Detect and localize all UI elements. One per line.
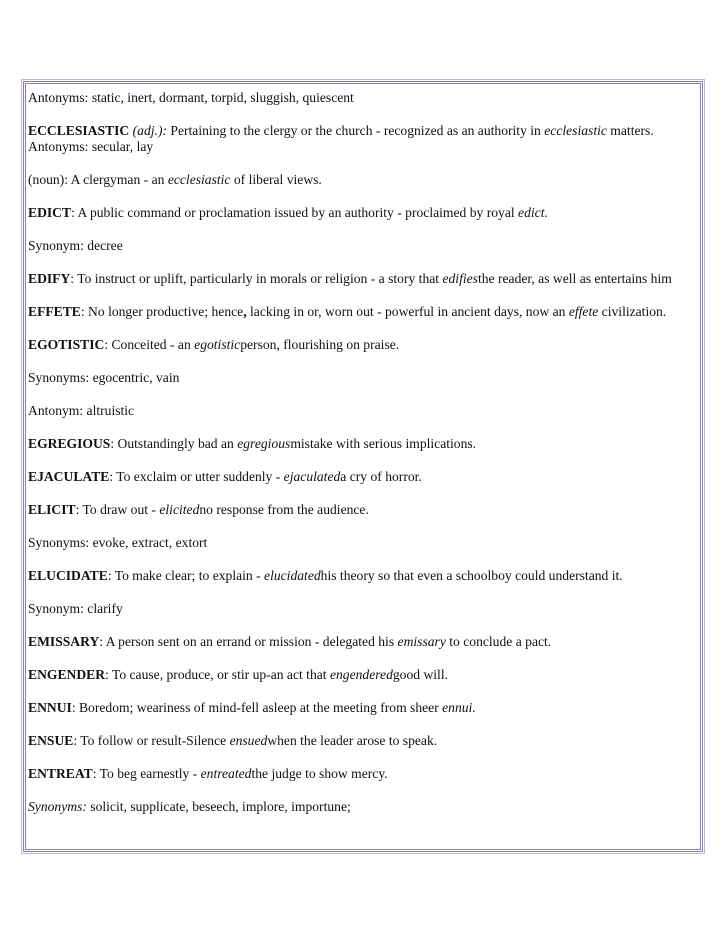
entry-text: : To make clear; to explain -: [107, 568, 265, 583]
entry-antonyms-static: [28, 90, 704, 106]
entry-headword: EJACULATE: [28, 469, 110, 484]
entry-text: civilization.: [598, 304, 667, 319]
entry-text: : To exclaim or utter suddenly -: [109, 469, 284, 484]
entry-text: : To cause, produce, or stir up-an act that: [105, 667, 330, 682]
entry-text: Antonyms: static, inert, dormant, torpid, sluggish, quiescent: [28, 90, 354, 105]
entry-egregious: [28, 436, 704, 452]
entry-italic-text: (adj.):: [132, 123, 168, 138]
entry-text: Synonyms: evoke, extract, extort: [28, 535, 208, 550]
entry-headword: ENTREAT: [28, 766, 93, 781]
entry-text: : To follow or result-Silence: [73, 733, 230, 748]
entry-text: mistake with serious implications.: [290, 436, 477, 451]
entry-text: Synonym: decree: [28, 238, 123, 253]
entry-synonyms-egocentric: [28, 370, 704, 386]
entry-italic-text: ecclesiastic: [544, 123, 607, 138]
entry-ejaculate: [28, 469, 704, 485]
entry-headword: ENSUE: [28, 733, 74, 748]
entry-text: Synonym: clarify: [28, 601, 123, 616]
entry-headword: EMISSARY: [28, 634, 100, 649]
entry-text: to conclude a pact.: [445, 634, 552, 649]
entry-text: : No longer productive; hence: [80, 304, 244, 319]
entry-synonym-decree: [28, 238, 704, 254]
entry-antonyms-secular: [28, 139, 704, 155]
entry-entreat: [28, 766, 704, 782]
entry-text: : To beg earnestly -: [92, 766, 201, 781]
entry-ensue: [28, 733, 704, 749]
entry-italic-text: egregious: [237, 436, 291, 451]
entry-headword: ELICIT: [28, 502, 76, 517]
entry-text: of liberal views.: [230, 172, 322, 187]
entry-synonym-clarify: [28, 601, 704, 617]
entry-headword: EDIFY: [28, 271, 71, 286]
entry-headword: ELUCIDATE: [28, 568, 108, 583]
entry-headword: EGOTISTIC: [28, 337, 105, 352]
entry-italic-text: Synonyms:: [28, 799, 87, 814]
entry-italic-text: elicited: [159, 502, 200, 517]
entry-italic-text: entreated: [200, 766, 252, 781]
entry-elicit: [28, 502, 704, 518]
entry-text: a cry of horror.: [340, 469, 422, 484]
entry-synonyms-evoke: [28, 535, 704, 551]
entry-emissary: [28, 634, 704, 650]
entry-ecclesiastic-noun: [28, 172, 704, 188]
entry-edify: [28, 271, 704, 287]
entry-antonym-altruistic: [28, 403, 704, 419]
entry-text: Synonyms: egocentric, vain: [28, 370, 180, 385]
entry-text: the reader, as well as entertains him: [477, 271, 672, 286]
entry-ecclesiastic-adj: [28, 123, 704, 139]
entry-text: no response from the audience.: [199, 502, 369, 517]
entry-text: person, flourishing on praise.: [240, 337, 400, 352]
entry-text: Antonyms: secular, lay: [28, 139, 154, 154]
entry-headword: ,: [243, 304, 247, 319]
entry-italic-text: edifies: [442, 271, 478, 286]
entry-text: : To draw out -: [75, 502, 160, 517]
entry-egotistic: [28, 337, 704, 353]
entry-ennui: [28, 700, 704, 716]
entry-text: good will.: [392, 667, 449, 682]
entry-text: matters.: [606, 123, 654, 138]
entry-italic-text: egotistic: [194, 337, 241, 352]
entry-text: : Conceited - an: [104, 337, 195, 352]
entry-edict: [28, 205, 704, 221]
entry-elucidate: [28, 568, 704, 584]
entry-text: when the leader arose to speak.: [267, 733, 438, 748]
entry-text: lacking in or, worn out - powerful in ancient days, now an: [246, 304, 569, 319]
entry-engender: [28, 667, 704, 683]
entry-text: the judge to show mercy.: [251, 766, 388, 781]
entry-text: : A public command or proclamation issued by an authority - proclaimed by royal: [71, 205, 519, 220]
entry-synonyms-solicit: [28, 799, 704, 815]
entry-italic-text: ensued: [229, 733, 268, 748]
entry-text: : To instruct or uplift, particularly in morals or religion - a story that: [70, 271, 443, 286]
entry-italic-text: ennui.: [442, 700, 476, 715]
entry-text: Antonym: altruistic: [28, 403, 135, 418]
entry-italic-text: engendered: [329, 667, 393, 682]
entry-text: : A person sent on an errand or mission - delegated his: [99, 634, 398, 649]
entry-headword: EGREGIOUS: [28, 436, 111, 451]
entry-text: solicit, supplicate, beseech, implore, importune;: [86, 799, 351, 814]
entry-italic-text: elucidated: [264, 568, 321, 583]
entry-headword: ENNUI: [28, 700, 72, 715]
entry-italic-text: emissary: [397, 634, 446, 649]
entry-headword: EDICT: [28, 205, 72, 220]
entry-text: his theory so that even a schoolboy could understand it.: [320, 568, 623, 583]
entry-headword: ECCLESIASTIC: [28, 123, 130, 138]
entry-text: (noun): A clergyman - an: [28, 172, 168, 187]
vocabulary-entries: [28, 90, 704, 832]
entry-text: Pertaining to the clergy or the church - recognized as an authority in: [167, 123, 545, 138]
entry-headword: ENGENDER: [28, 667, 106, 682]
entry-text: : Boredom; weariness of mind-fell asleep at the meeting from sheer: [71, 700, 443, 715]
entry-italic-text: ecclesiastic: [167, 172, 231, 187]
entry-italic-text: edict.: [518, 205, 548, 220]
entry-text: : Outstandingly bad an: [110, 436, 238, 451]
entry-effete: [28, 304, 704, 320]
entry-italic-text: ejaculated: [283, 469, 341, 484]
entry-italic-text: effete: [568, 304, 599, 319]
entry-headword: EFFETE: [28, 304, 81, 319]
